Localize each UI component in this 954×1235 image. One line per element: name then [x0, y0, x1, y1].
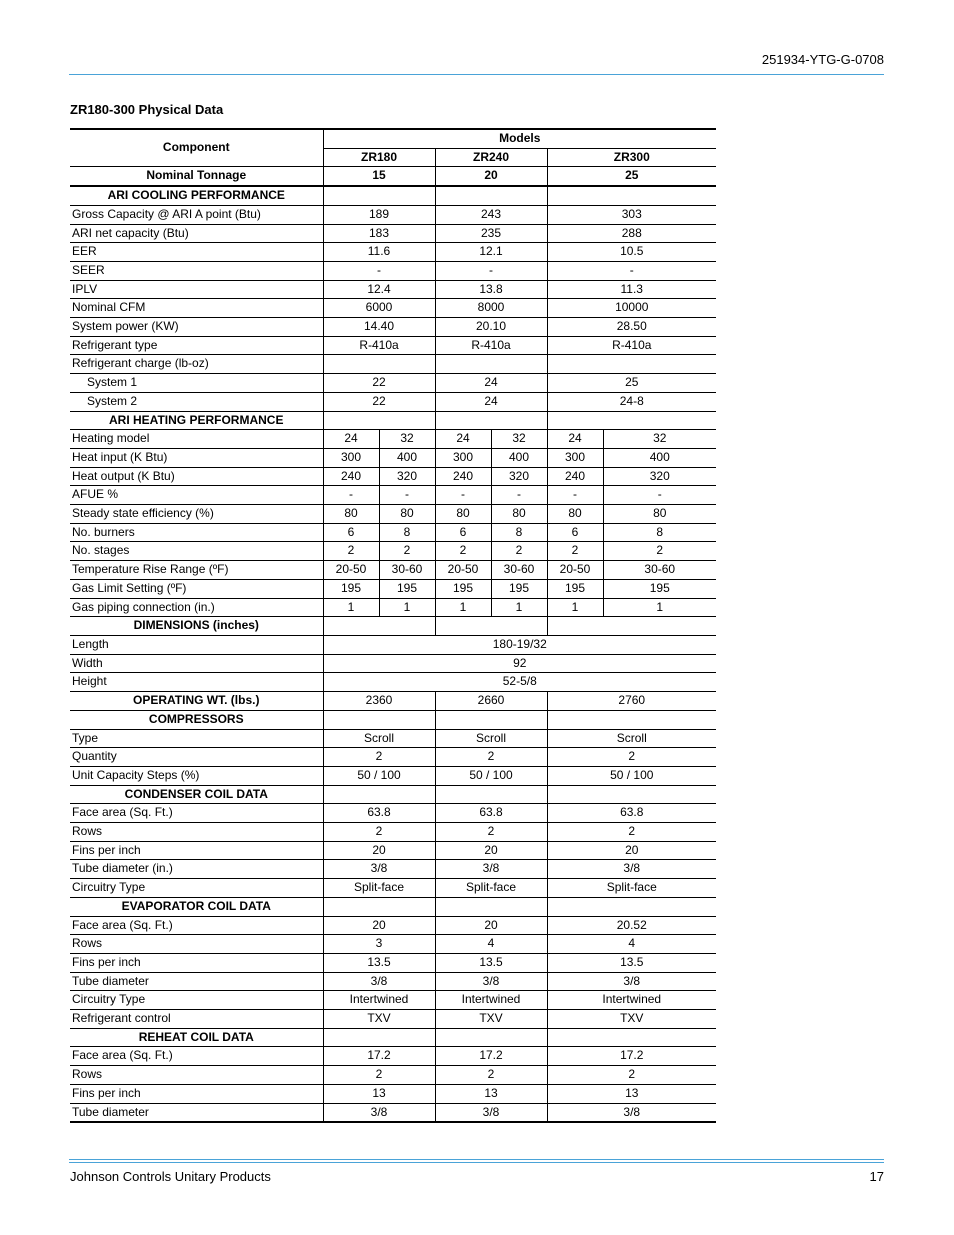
section-value: [323, 897, 435, 916]
row-value: 80: [379, 505, 435, 524]
row-value: 195: [379, 579, 435, 598]
row-value: 20.10: [435, 318, 547, 337]
row-label: Length: [70, 635, 323, 654]
table-row: [70, 972, 716, 991]
table-row: [70, 579, 716, 598]
row-value: 80: [435, 505, 491, 524]
table-row: [70, 430, 716, 449]
row-value: R-410a: [323, 336, 435, 355]
section-row: [70, 411, 716, 430]
section-value: [547, 897, 716, 916]
table-row: [70, 243, 716, 262]
row-value: 400: [491, 448, 547, 467]
row-value: 20: [323, 841, 435, 860]
table-row: [70, 598, 716, 617]
row-value: 6: [435, 523, 491, 542]
row-label: Heating model: [70, 430, 323, 449]
row-value: 10000: [547, 299, 716, 318]
nominal-tonnage-zr180: 15: [323, 167, 435, 186]
row-value: 195: [547, 579, 603, 598]
section-value: [547, 1028, 716, 1047]
row-value: 3/8: [547, 1103, 716, 1122]
row-value: 2: [547, 542, 603, 561]
section-value: 2660: [435, 692, 547, 711]
row-value: 2: [379, 542, 435, 561]
row-value: 3/8: [547, 972, 716, 991]
row-label: Unit Capacity Steps (%): [70, 766, 323, 785]
row-value: R-410a: [435, 336, 547, 355]
row-value: 63.8: [547, 804, 716, 823]
row-value: Split-face: [435, 879, 547, 898]
table-row: [70, 505, 716, 524]
row-value: 195: [491, 579, 547, 598]
row-value: 2: [491, 542, 547, 561]
row-value: 80: [603, 505, 716, 524]
section-value: [547, 710, 716, 729]
table-row: [70, 1047, 716, 1066]
row-label: AFUE %: [70, 486, 323, 505]
row-value: 320: [603, 467, 716, 486]
section-row: [70, 710, 716, 729]
row-value: 320: [491, 467, 547, 486]
section-value: 2360: [323, 692, 435, 711]
row-label: Gas piping connection (in.): [70, 598, 323, 617]
table-row: [70, 654, 716, 673]
page-number: 17: [869, 1169, 884, 1184]
section-row: [70, 617, 716, 636]
row-label: Tube diameter: [70, 1103, 323, 1122]
row-value: 80: [323, 505, 379, 524]
row-value: 8: [491, 523, 547, 542]
row-value: 243: [435, 205, 547, 224]
table-row: [70, 635, 716, 654]
section-value: [435, 710, 547, 729]
row-value: 12.4: [323, 280, 435, 299]
row-value: 8000: [435, 299, 547, 318]
section-value: [323, 411, 435, 430]
row-value: 3/8: [547, 860, 716, 879]
row-value: 195: [603, 579, 716, 598]
row-value: [435, 355, 547, 374]
row-value: 20-50: [323, 561, 379, 580]
section-row: [70, 785, 716, 804]
section-value: [435, 897, 547, 916]
section-title: REHEAT COIL DATA: [70, 1028, 323, 1047]
row-label: Gross Capacity @ ARI A point (Btu): [70, 205, 323, 224]
row-value: 3/8: [435, 860, 547, 879]
row-label: Face area (Sq. Ft.): [70, 916, 323, 935]
nominal-tonnage-label: Nominal Tonnage: [70, 167, 323, 186]
row-value: Scroll: [323, 729, 435, 748]
row-value: Intertwined: [547, 991, 716, 1010]
row-value: 300: [323, 448, 379, 467]
row-label: Fins per inch: [70, 953, 323, 972]
row-value: 3/8: [435, 1103, 547, 1122]
row-label: Type: [70, 729, 323, 748]
row-value: TXV: [547, 1010, 716, 1029]
section-value: [547, 617, 716, 636]
row-value: 17.2: [323, 1047, 435, 1066]
row-value: 13: [435, 1084, 547, 1103]
row-value: 32: [603, 430, 716, 449]
row-value: 240: [435, 467, 491, 486]
row-value: 400: [603, 448, 716, 467]
row-value: 11.6: [323, 243, 435, 262]
row-value: 2: [323, 542, 379, 561]
row-label: No. stages: [70, 542, 323, 561]
row-value: 24: [435, 392, 547, 411]
row-label: ARI net capacity (Btu): [70, 224, 323, 243]
row-value: 32: [491, 430, 547, 449]
row-value: 320: [379, 467, 435, 486]
row-value: 3: [323, 935, 435, 954]
row-value: 20: [435, 916, 547, 935]
row-value: 20: [323, 916, 435, 935]
row-label: Refrigerant type: [70, 336, 323, 355]
row-value: 240: [547, 467, 603, 486]
row-value: 13: [323, 1084, 435, 1103]
section-value: [547, 186, 716, 205]
table-row: [70, 336, 716, 355]
row-label: Face area (Sq. Ft.): [70, 804, 323, 823]
section-title: DIMENSIONS (inches): [70, 617, 323, 636]
row-value: 3/8: [435, 972, 547, 991]
table-row: [70, 523, 716, 542]
row-label: Gas Limit Setting (ºF): [70, 579, 323, 598]
row-value: 24: [435, 374, 547, 393]
row-value: 17.2: [547, 1047, 716, 1066]
row-value: 2: [547, 823, 716, 842]
row-label: Quantity: [70, 748, 323, 767]
document-id: 251934-YTG-G-0708: [761, 52, 884, 67]
row-value: 4: [547, 935, 716, 954]
row-value: 183: [323, 224, 435, 243]
table-row: [70, 1066, 716, 1085]
table-row: [70, 916, 716, 935]
row-value: 2: [603, 542, 716, 561]
header-rule: [69, 74, 884, 75]
row-value: 300: [435, 448, 491, 467]
row-label: Refrigerant control: [70, 1010, 323, 1029]
row-value: 189: [323, 205, 435, 224]
section-value: [435, 411, 547, 430]
footer-rule: [69, 1159, 884, 1160]
row-value: 24-8: [547, 392, 716, 411]
row-value: 2: [435, 1066, 547, 1085]
row-value: 8: [379, 523, 435, 542]
table-row: [70, 486, 716, 505]
row-value: 28.50: [547, 318, 716, 337]
section-row: [70, 186, 716, 205]
row-label: Rows: [70, 823, 323, 842]
physical-data-table: [70, 128, 716, 1123]
section-row: [70, 1028, 716, 1047]
row-value: -: [603, 486, 716, 505]
row-value: -: [379, 486, 435, 505]
row-value: Intertwined: [435, 991, 547, 1010]
section-title: ARI COOLING PERFORMANCE: [70, 186, 323, 205]
table-row: [70, 766, 716, 785]
row-value: TXV: [323, 1010, 435, 1029]
row-value: Split-face: [323, 879, 435, 898]
row-label: Heat output (K Btu): [70, 467, 323, 486]
section-title: ARI HEATING PERFORMANCE: [70, 411, 323, 430]
row-value: 11.3: [547, 280, 716, 299]
row-value: -: [547, 261, 716, 280]
page-title: ZR180-300 Physical Data: [70, 102, 224, 117]
section-value: [323, 785, 435, 804]
row-label: IPLV: [70, 280, 323, 299]
row-value: Scroll: [547, 729, 716, 748]
model-header-zr300: ZR300: [547, 148, 716, 167]
row-value: 1: [379, 598, 435, 617]
row-label: Heat input (K Btu): [70, 448, 323, 467]
row-value: 1: [491, 598, 547, 617]
table-row: [70, 299, 716, 318]
table-row: [70, 991, 716, 1010]
row-value: Intertwined: [323, 991, 435, 1010]
row-value: -: [547, 486, 603, 505]
row-value: 3/8: [323, 1103, 435, 1122]
table-row: [70, 1084, 716, 1103]
row-label: Face area (Sq. Ft.): [70, 1047, 323, 1066]
row-value: 24: [435, 430, 491, 449]
row-value: Scroll: [435, 729, 547, 748]
section-value: [323, 186, 435, 205]
row-label: Fins per inch: [70, 841, 323, 860]
row-value: 20: [547, 841, 716, 860]
section-title: EVAPORATOR COIL DATA: [70, 897, 323, 916]
row-value: 24: [547, 430, 603, 449]
row-value: 63.8: [323, 804, 435, 823]
row-value: 10.5: [547, 243, 716, 262]
row-value: 6000: [323, 299, 435, 318]
row-label: Tube diameter: [70, 972, 323, 991]
table-row: [70, 542, 716, 561]
section-value: [435, 785, 547, 804]
section-value: [547, 411, 716, 430]
row-value: 8: [603, 523, 716, 542]
table-row: [70, 841, 716, 860]
row-value: 4: [435, 935, 547, 954]
row-value: 2: [435, 748, 547, 767]
row-value: 17.2: [435, 1047, 547, 1066]
row-value: -: [435, 486, 491, 505]
table-row: [70, 318, 716, 337]
table-row: [70, 392, 716, 411]
table-row: [70, 804, 716, 823]
row-value: 2: [547, 1066, 716, 1085]
row-value: [323, 355, 435, 374]
section-value: [435, 186, 547, 205]
row-value: Split-face: [547, 879, 716, 898]
row-value: 303: [547, 205, 716, 224]
section-value: [435, 1028, 547, 1047]
row-label: Fins per inch: [70, 1084, 323, 1103]
row-label: System power (KW): [70, 318, 323, 337]
row-value: -: [323, 486, 379, 505]
row-value: 12.1: [435, 243, 547, 262]
row-label: Temperature Rise Range (ºF): [70, 561, 323, 580]
table-row: [70, 879, 716, 898]
section-value: [323, 617, 435, 636]
section-title: COMPRESSORS: [70, 710, 323, 729]
row-value: 235: [435, 224, 547, 243]
table-row: [70, 748, 716, 767]
nominal-tonnage-zr300: 25: [547, 167, 716, 186]
row-label: Tube diameter (in.): [70, 860, 323, 879]
footer-company: Johnson Controls Unitary Products: [70, 1169, 271, 1184]
row-value: 2: [435, 823, 547, 842]
physical-data-table-wrapper: [70, 128, 716, 1123]
row-value: 6: [547, 523, 603, 542]
row-value: 50 / 100: [323, 766, 435, 785]
row-label: SEER: [70, 261, 323, 280]
row-value: 20-50: [547, 561, 603, 580]
table-row: [70, 261, 716, 280]
row-label: System 1: [70, 374, 323, 393]
row-value: 14.40: [323, 318, 435, 337]
section-value: [323, 1028, 435, 1047]
row-value: -: [323, 261, 435, 280]
row-value: 2: [435, 542, 491, 561]
row-label: Circuitry Type: [70, 991, 323, 1010]
table-row: [70, 374, 716, 393]
table-row: [70, 205, 716, 224]
row-label: EER: [70, 243, 323, 262]
row-label: Height: [70, 673, 323, 692]
row-value: 6: [323, 523, 379, 542]
row-value: 13.5: [435, 953, 547, 972]
row-value: 13: [547, 1084, 716, 1103]
row-value: -: [491, 486, 547, 505]
row-value: 30-60: [491, 561, 547, 580]
section-value: [435, 617, 547, 636]
footer-rule-secondary: [69, 1162, 884, 1163]
row-value: 30-60: [603, 561, 716, 580]
row-value: 63.8: [435, 804, 547, 823]
row-value: 30-60: [379, 561, 435, 580]
row-value: 20: [435, 841, 547, 860]
row-value: 400: [379, 448, 435, 467]
row-value: 13.8: [435, 280, 547, 299]
row-value: 180-19/32: [323, 635, 716, 654]
table-row: [70, 729, 716, 748]
models-header: Models: [323, 129, 716, 148]
table-row: [70, 1010, 716, 1029]
row-label: No. burners: [70, 523, 323, 542]
row-value: 300: [547, 448, 603, 467]
row-value: 1: [603, 598, 716, 617]
row-value: 1: [435, 598, 491, 617]
table-row: [70, 673, 716, 692]
row-value: [547, 355, 716, 374]
nominal-tonnage-zr240: 20: [435, 167, 547, 186]
row-value: R-410a: [547, 336, 716, 355]
row-value: TXV: [435, 1010, 547, 1029]
row-value: 2: [323, 1066, 435, 1085]
table-body: [70, 186, 716, 1122]
component-header: Component: [70, 129, 323, 167]
row-value: 80: [547, 505, 603, 524]
table-row: [70, 561, 716, 580]
table-row: [70, 448, 716, 467]
model-header-zr240: ZR240: [435, 148, 547, 167]
row-value: 2: [323, 748, 435, 767]
section-value: 2760: [547, 692, 716, 711]
row-value: 20.52: [547, 916, 716, 935]
row-value: 25: [547, 374, 716, 393]
row-label: Rows: [70, 1066, 323, 1085]
section-value: [547, 785, 716, 804]
row-label: Circuitry Type: [70, 879, 323, 898]
row-value: 13.5: [547, 953, 716, 972]
row-value: -: [435, 261, 547, 280]
row-value: 24: [323, 430, 379, 449]
row-value: 288: [547, 224, 716, 243]
row-label: System 2: [70, 392, 323, 411]
row-value: 52-5/8: [323, 673, 716, 692]
section-value: [323, 710, 435, 729]
table-row: [70, 823, 716, 842]
table-row: [70, 355, 716, 374]
row-label: Nominal CFM: [70, 299, 323, 318]
row-value: 32: [379, 430, 435, 449]
row-value: 80: [491, 505, 547, 524]
section-title: CONDENSER COIL DATA: [70, 785, 323, 804]
row-label: Rows: [70, 935, 323, 954]
row-value: 3/8: [323, 860, 435, 879]
row-value: 3/8: [323, 972, 435, 991]
section-title: OPERATING WT. (lbs.): [70, 692, 323, 711]
table-row: [70, 953, 716, 972]
table-row: [70, 280, 716, 299]
model-header-zr180: ZR180: [323, 148, 435, 167]
section-row: [70, 897, 716, 916]
table-row: [70, 1103, 716, 1122]
row-value: 195: [435, 579, 491, 598]
row-value: 50 / 100: [435, 766, 547, 785]
table-row: [70, 467, 716, 486]
row-value: 1: [547, 598, 603, 617]
row-value: 20-50: [435, 561, 491, 580]
table-row: [70, 935, 716, 954]
table-row: [70, 860, 716, 879]
table-row: [70, 224, 716, 243]
row-value: 1: [323, 598, 379, 617]
row-value: 92: [323, 654, 716, 673]
row-label: Width: [70, 654, 323, 673]
row-label: Steady state efficiency (%): [70, 505, 323, 524]
row-value: 2: [323, 823, 435, 842]
row-value: 50 / 100: [547, 766, 716, 785]
row-value: 13.5: [323, 953, 435, 972]
row-label: Refrigerant charge (lb-oz): [70, 355, 323, 374]
row-value: 2: [547, 748, 716, 767]
row-value: 22: [323, 374, 435, 393]
row-value: 195: [323, 579, 379, 598]
section-row: [70, 692, 716, 711]
row-value: 240: [323, 467, 379, 486]
row-value: 22: [323, 392, 435, 411]
